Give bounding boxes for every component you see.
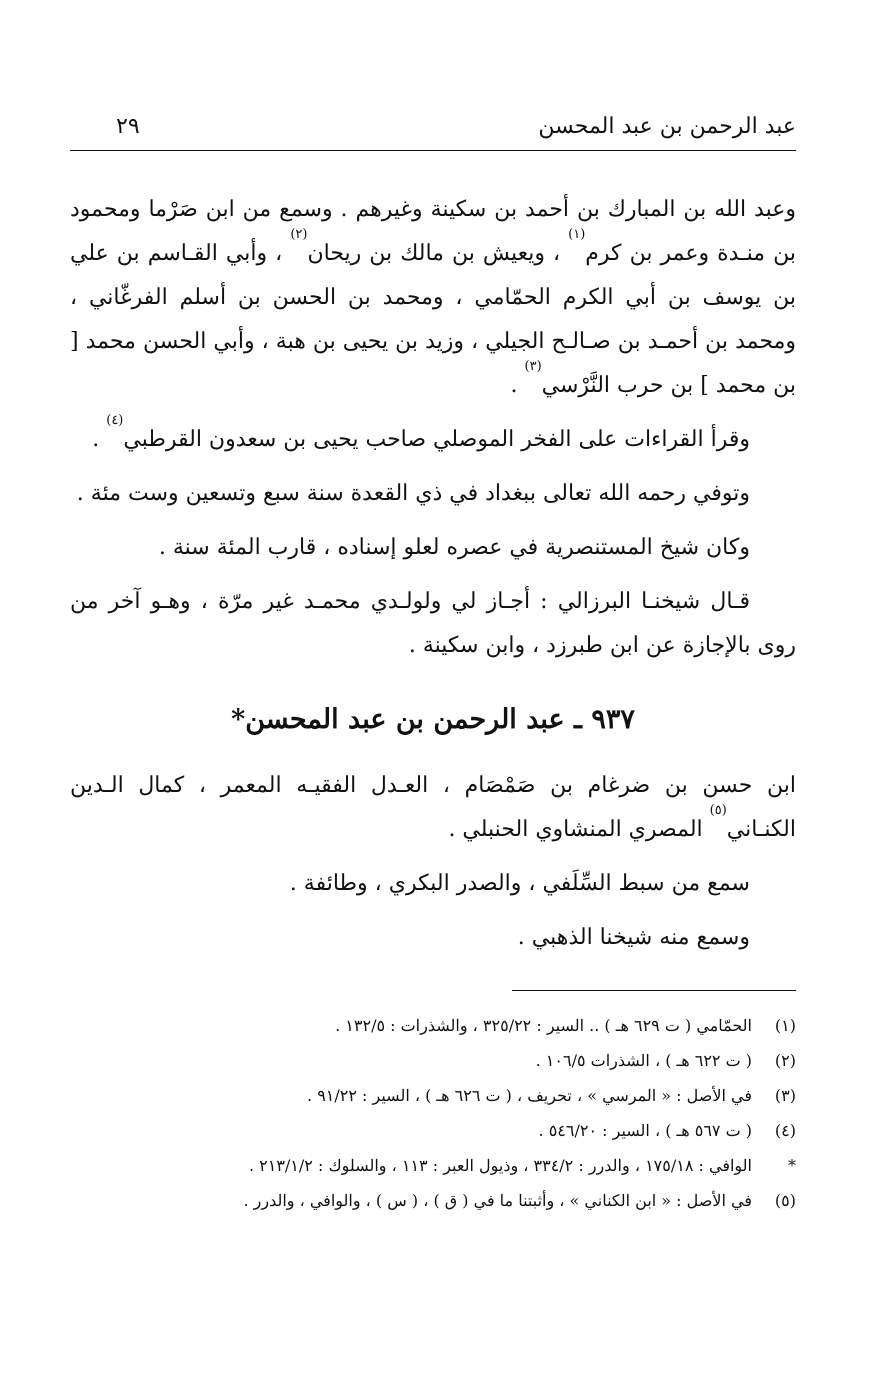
paragraph-teachers — [70, 188, 796, 408]
footnote — [70, 1148, 796, 1183]
paragraph-lineage — [70, 764, 796, 852]
footnote-marker: (٣) — [774, 1086, 796, 1105]
footnote-marker: (١) — [774, 1016, 796, 1035]
footnote-ref: (٤) — [106, 413, 124, 428]
footnote-text: الحمّامي ( ت ٦٢٩ هـ ) .. السير : ٣٢٥/٢٢ ، والشذرات : ١٣٢/٥ . — [335, 1016, 752, 1035]
text-segment: المصري المنشاوي الحنبلي . — [448, 817, 710, 842]
footnote-text: في الأصل : « ابن الكناني » ، وأثبتنا ما في ( ق ) ، ( س ) ، والوافي ، والدرر . — [243, 1191, 752, 1210]
footnote — [70, 1113, 796, 1148]
text-segment: . — [510, 373, 525, 398]
footnote-divider — [512, 990, 796, 991]
paragraph-position: وكان شيخ المستنصرية في عصره لعلو إسناده ، قارب المئة سنة . — [158, 535, 750, 560]
text-segment: ، وأبي القـاسم بن علي بن يوسف بن أبي الكرم الحمّامي ، ومحمد بن الحسن بن أسلم الفرغّاني ، ومحمد بن أحمـد بن صـالـح الجيلي ، وزيد بن يحيى بن هبة ، وأبي الحسن محمد [ بن محمد ] بن حرب النَّرْسي — [70, 241, 796, 398]
paragraph-barzali: قـال شيخنـا البرزالي : أجـاز لي ولولـدي محمـد غير مرّة ، وهـو آخر من روى بالإجازة عن ابن طبرزد ، وابن سكينة . — [70, 589, 796, 658]
footnote-marker: * — [788, 1156, 796, 1175]
running-title: عبد الرحمن بن عبد المحسن — [538, 114, 796, 139]
paragraph-death: وتوفي رحمه الله تعالى ببغداد في ذي القعدة سنة سبع وتسعين وست مئة . — [76, 481, 750, 506]
text-segment: ابن حسن بن ضرغام بن صَمْصَام ، العـدل الفقيـه المعمر ، كمال الـدين الكنـاني — [70, 773, 796, 842]
footnote — [70, 1043, 796, 1078]
footnote — [70, 1183, 796, 1218]
footnote-ref: (٢) — [290, 227, 308, 242]
footnote-ref: (٣) — [524, 359, 542, 374]
footnote-ref: (٥) — [709, 803, 727, 818]
footnote-marker: (٤) — [774, 1121, 796, 1140]
footnote-marker: (٢) — [774, 1051, 796, 1070]
running-head — [70, 108, 796, 151]
footnote-text: في الأصل : « المرسي » ، تحريف ، ( ت ٦٢٦ هـ ) ، السير : ٩١/٢٢ . — [307, 1086, 752, 1105]
footnote-text: ( ت ٦٢٢ هـ ) ، الشذرات ١٠٦/٥ . — [535, 1051, 752, 1070]
text-segment: وقرأ القراءات على الفخر الموصلي صاحب يحيى بن سعدون القرطبي — [123, 427, 750, 452]
footnotes — [70, 1008, 796, 1218]
paragraph-heard-from: سمع من سبط السِّلَفي ، والصدر البكري ، وطائفة . — [289, 871, 750, 896]
body-text — [70, 188, 796, 960]
paragraph-heard-by: وسمع منه شيخنا الذهبي . — [517, 925, 750, 950]
text-segment: ، ويعيش بن مالك بن ريحان — [307, 241, 569, 266]
entry-heading: ٩٣٧ ـ عبد الرحمن بن عبد المحسن* — [231, 704, 635, 735]
footnote-marker: (٥) — [774, 1191, 796, 1210]
footnote — [70, 1008, 796, 1043]
footnote-text: ( ت ٥٦٧ هـ ) ، السير : ٥٤٦/٢٠ . — [538, 1121, 752, 1140]
footnote — [70, 1078, 796, 1113]
paragraph-qiraat — [70, 413, 796, 462]
page-number: ٢٩ — [116, 114, 140, 139]
footnote-text: الوافي : ١٧٥/١٨ ، والدرر : ٣٣٤/٢ ، وذيول العبر : ١١٣ ، والسلوك : ٢١٣/١/٢ . — [248, 1156, 752, 1175]
text-segment: . — [92, 427, 107, 452]
footnote-ref: (١) — [568, 227, 586, 242]
text-segment: وعبد الله بن المبارك بن أحمد بن سكينة وغيرهم . وسمع من ابن صَرْما ومحمود بن منـدة وعمر بن كرم — [70, 197, 796, 266]
